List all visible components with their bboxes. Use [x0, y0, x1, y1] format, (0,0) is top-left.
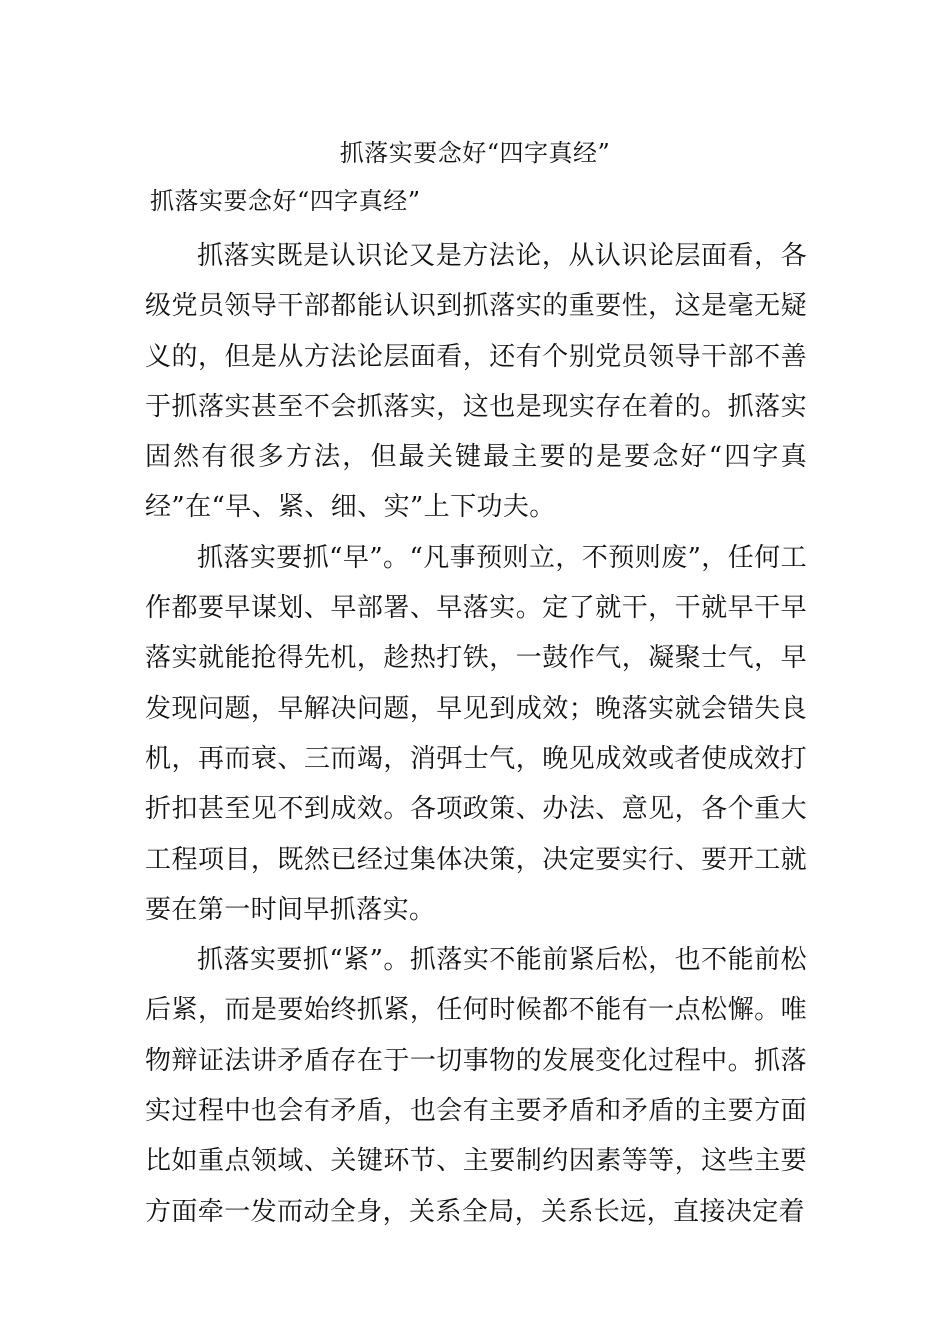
- paragraph-1: 抓落实既是认识论又是方法论，从认识论层面看，各级党员领导干部都能认识到抓落实的重要性，这是毫无疑义的，但是从方法论层面看，还有个别党员领导干部不善于抓落实甚至不会抓落实，这也是现实存在着的。抓落实固然有很多方法，但最关键最主要的是要念好“四字真经”在“早、紧、细、实”上下功夫。: [145, 241, 807, 523]
- document-title: 抓落实要念好“四字真经”: [339, 139, 611, 167]
- paragraph-2: 抓落实要抓“早”。“凡事预则立，不预则废”，任何工作都要早谋划、早部署、早落实。定了就干，干就早干早落实就能抢得先机，趁热打铁，一鼓作气，凝聚士气，早发现问题，早解决问题，早见到成效；晚落实就会错失良机，再而衰、三而竭，消弭士气，晚见成效或者使成效打折扣甚至见不到成效。各项政策、办法、意见，各个重大工程项目，既然已经过集体决策，决定要实行、要开工就要在第一时间早抓落实。: [145, 542, 807, 925]
- document-subtitle: 抓落实要念好“四字真经”: [150, 187, 421, 215]
- paragraph-3: 抓落实要抓“紧”。抓落实不能前紧后松，也不能前松后紧，而是要始终抓紧，任何时候都不能有一点松懈。唯物辩证法讲矛盾存在于一切事物的发展变化过程中。抓落实过程中也会有矛盾，也会有主要矛盾和矛盾的主要方面比如重点领域、关键环节、主要制约因素等等，这些主要方面牵一发而动全身，关系全局，关系长远，直接决定着: [145, 945, 807, 1227]
- document-body: [145, 231, 807, 1237]
